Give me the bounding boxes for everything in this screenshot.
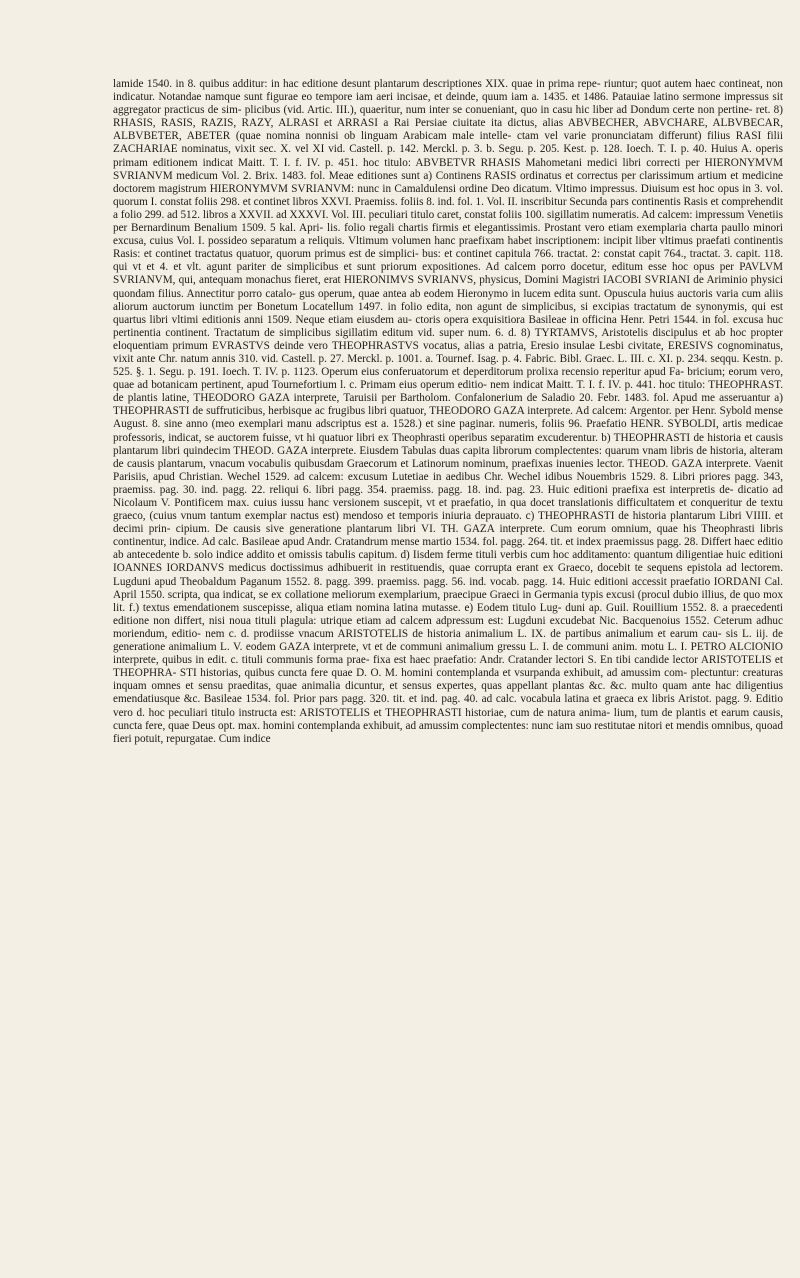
body-text <box>113 78 783 1126</box>
body-paragraph: lamide 1540. in 8. quibus additur: in hac editione desunt plantarum descriptiones XIX. quae in prima repe- riuntur; quot autem haec contineat, non indicatur. Notandae namque sunt figurae eo tempore iam aeri incisae, et deinde, quum iam a. 1435. et 1486. Patauiae latino sermone impressus sit aggregator practicus de sim- plicibus (vid. Artic. III.), quaeritur, num inter se conueniant, quo in casu hic liber ad Dondum certe non pertine- ret. 8) RHASIS, RASIS, RAZIS, RAZY, ALRASI et ARRASI a Rai Persiae ciuitate ita dictus, alias ABVBECHER, ABVCHARE, ALBVBECAR, ALBVBETER, ABETER (quae nomina nonnisi ob linguam Arabicam male intelle- ctam vel varie pronunciatam differunt) filius RASI filii ZACHARIAE nominatus, vixit sec. X. vel XI vid. Castell. p. 142. Merckl. p. 3. b. Segu. p. 205. Kest. p. 128. Ioech. T. I. p. 40. Huius A. operis primam editionem indicat Maitt. T. I. f. IV. p. 451. hoc titulo: ABVBETVR RHASIS Mahometani medici libri correcti per HIERONYMVM SVRIANVM medicum Vol. 2. Brix. 1483. fol. Meae editiones sunt a) Continens RASIS ordinatus et correctus per clarissimum artium et medicine doctorem magistrum HIERONYMVM SVRIANVM: nunc in Camaldulensi ordine Deo dicatum. Vltimo impressus. Diuisum est hoc opus in 3. vol. quorum I. constat foliis 298. et continet libros XXVI. Praemiss. foliis 8. ind. fol. 1. Vol. II. inscribitur Secunda pars continentis Rasis et comprehendit a folio 299. ad 512. libros a XXVII. ad XXXVI. Vol. III. peculiari titulo caret, constat foliis 100. sigillatim numeratis. Ad calcem: impressum Venetiis per Bernardinum Benalium 1509. 5 kal. Apri- lis. folio regali chartis firmis et elegantissimis. Prostant vero etiam exemplaria charta paullo minori excusa, cuius Vol. I. possideo separatum a reliquis. Vltimum volumen hanc praefixam habet inscriptionem: incipit liber vltimus praefati continentis Rasis: et continet tractatus quatuor, quorum primus est de simplici- bus: et continet capitula 766. tractat. 2: constat capit 764., tractat. 3. capit. 118. qui vt et 4. et vlt. agunt pariter de simplicibus et sunt priorum expositiones. Ad calcem porro docetur, editum esse hoc opus per PAVLVM SVRIANVM, qui, antequam monachus fieret, erat HIERONIMVS SVRIANVS, physicus, Domini Magistri IACOBI SVRIANI de Ariminio physici quondam filius. Annectitur porro catalo- gus operum, quae antea ab eodem Hieronymo in lucem edita sunt. Opuscula huius auctoris varia cum aliis aliorum auctorum iunctim per Bonetum Locatellum 1497. in folio edita, non agunt de simplicibus, si excipias tractatum de synonymis, qui est quartus libri vltimi editionis anni 1509. Neque etiam eiusdem au- ctoris opera exquisitiora Basileae in officina Henr. Petri 1544. in fol. excusa huc pertinentia continent. Tractatum de simplicibus sigillatim editum vid. super num. 6. d. 8) TYRTAMVS, Aristotelis discipulus et ab hoc propter eloquentiam primum EVRASTVS deinde vero THEOPHRASTVS vocatus, alias a patria, Eresio insulae Lesbi civitate, ERESIVS cognominatus, vixit ante Chr. natum annis 310. vid. Castell. p. 27. Merckl. p. 1001. a. Tournef. Isag. p. 4. Fabric. Bibl. Graec. L. III. c. XI. p. 234. seqqu. Kestn. p. 525. §. 1. Segu. p. 191. Ioech. T. IV. p. 1123. Operum eius conferuatorum et deperditorum prolixa recensio reperitur apud Fa- bricium; eorum vero, quae ad botanicam pertinent, apud Tournefortium l. c. Primam eius operum editio- nem indicat Maitt. T. I. f. IV. p. 441. hoc titulo: THEOPHRAST. de plantis latine, THEODORO GAZA interprete, Taruisii per Bartholom. Confalonerium de Saladio 20. Febr. 1483. fol. Apud me asseruantur a) THEOPHRASTI de suffruticibus, herbisque ac frugibus libri quatuor, THEODORO GAZA interprete. Ad calcem: Argentor. per Henr. Sybold mense August. 8. sine anno (meo exemplari manu adscriptus est a. 1528.) et sine paginar. numeris, foliis 96. Praefatio HENR. SYBOLDI, artis medicae professoris, indicat, se auctorem fuisse, vt hi quatuor libri ex Theophrasti operibus separatim excuderentur. b) THEOPHRASTI de historia et causis plantarum libri quindecim THEOD. GAZA interprete. Eiusdem Tabulas duas capita librorum complectentes: quarum vnam libris de historia, alteram de causis plantarum, vnacum vocabulis quibusdam Graecorum et Latinorum nominum, praefixas inuenies lector. THEOD. GAZA interprete. Vaenit Parisiis, apud Christian. Wechel 1529. ad calcem: excusum Lutetiae in aedibus Chr. Wechel idibus Nouembris 1529. 8. Libri priores pagg. 343, praemiss. pag. 30. ind. pagg. 22. reliqui 6. libri pagg. 354. praemiss. pagg. 18. ind. pag. 23. Huic editioni praefixa est interpretis de- dicatio ad Nicolaum V. Pontificem max. cuius iussu hanc versionem suscepit, vt et praefatio, in qua docet translationis difficultatem et conqueritur de textu graeco, (cuius vnum tantum exemplar nactus est) mendoso et temporis iniuria deprauato. c) THEOPHRASTI de historia plantarum Libri VIIII. et decimi prin- cipium. De causis sive generatione plantarum libri VI. TH. GAZA interprete. Cum eorum omnium, quae his Theophrasti libris continentur, indice. Ad calc. Basileae apud Andr. Cratandrum mense martio 1534. fol. pagg. 264. tit. et index praemissus pagg. 28. Differt haec editio ab antecedente b. solo indice addito et omissis tabulis capitum. d) Iisdem ferme tituli verbis cum hoc additamento: quantum diligentiae huic editioni IOANNES IORDANVS medicus doctissimus adhibuerit in restituendis, quae corrupta erant ex Graeco, docebit te sequens epistola ad lectorem. Lugduni apud Theobaldum Paganum 1552. 8. pagg. 399. praemiss. pagg. 56. ind. vocab. pagg. 14. Huic editioni accessit praefatio IORDANI Cal. April 1550. scripta, qua indicat, se ex collatione meliorum exemplarium, praecipue Graeci in Germania typis excusi (procul dubio illius, de quo mox lit. f.) textus emendationem suscepisse, aliqua etiam nomina latina mutasse. e) Eodem titulo Lug- duni ap. Guil. Rouillium 1552. 8. a praecedenti editione non differt, nisi noua tituli plagula: utrique etiam ad calcem adpressum est: Lugduni excudebat Nic. Bacquenoius 1552. Ceterum adhuc moriendum, editio- nem c. d. prodiisse vnacum ARISTOTELIS de historia animalium L. IX. de partibus animalium et earum cau- sis L. iij. de generatione animalium L. V. eodem GAZA interprete, vt et de communi animalium gressu L. I. de communi anim. motu L. I. PETRO ALCIONIO interprete, quibus in edit. c. tituli communis forma prae- fixa est haec praefatio: Andr. Cratander lectori S. En tibi candide lector ARISTOTELIS et THEOPHRA- STI historias, quibus cuncta fere quae D. O. M. homini contemplanda et vsurpanda exhibuit, ad amussim com- plectuntur: creaturas inquam omnes et sensu praeditas, quae animalia dicuntur, et sensus expertes, quas appellant plantas &c. &c. multo quam ante hac diligentius emendatiusque &c. Basileae 1534. fol. Prior pars pagg. 320. tit. et ind. pag. 40. ad calc. vocabula latina et graeca ex libris Aristot. pagg. 9. Editio vero d. hoc peculiari titulo instructa est: ARISTOTELIS et THEOPHRASTI historiae, cum de natura anima- lium, tum de plantis et earum causis, cuncta fere, quae Deus opt. max. homini contemplanda exhibuit, ad amussim complectentes: nunc iam suo restitutae nitori et mendis omnibus, quoad fieri potuit, repurgatae. Cum indice <box>113 78 783 745</box>
